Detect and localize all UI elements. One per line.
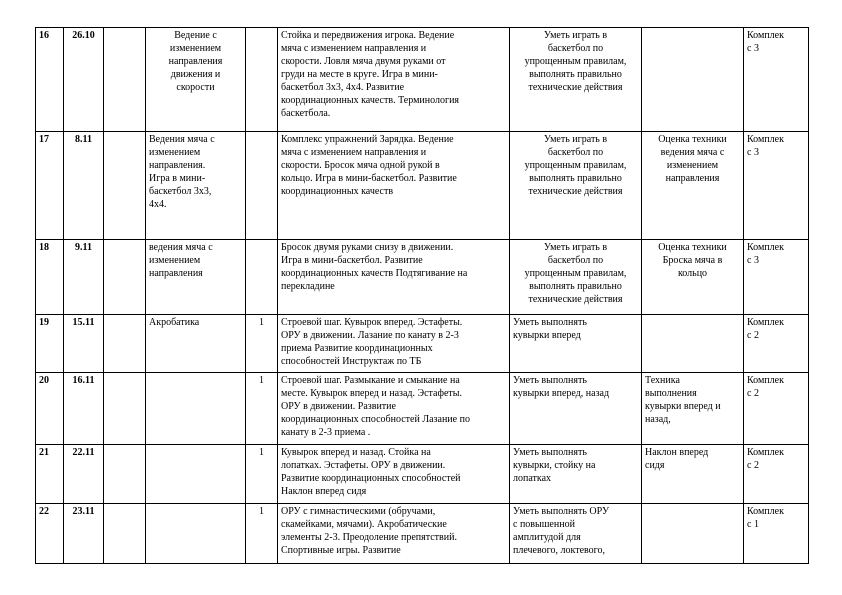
lesson-requirements: Уметь играть в баскетбол по упрощенным правилам, выполнять правильно технические действия (510, 132, 642, 240)
lesson-topic: Ведение с изменением направления движения и скорости (146, 28, 246, 132)
empty-cell (104, 28, 146, 132)
lesson-homework: Комплек с 3 (744, 28, 809, 132)
empty-cell (104, 132, 146, 240)
empty-cell (104, 315, 146, 373)
lesson-topic (146, 504, 246, 564)
lesson-requirements: Уметь выполнять ОРУ с повышенной амплитудой для плечевого, локтевого, (510, 504, 642, 564)
lesson-homework: Комплек с 3 (744, 132, 809, 240)
lesson-content: Стойка и передвижения игрока. Ведение мяча с изменением направления и скорости. Ловля мяча двумя руками от груди на месте в круге. Игра в мини- баскетбол 3х3, 4х4. Развитие координационных качеств. Терминология баскетбола. (278, 28, 510, 132)
lesson-topic (146, 373, 246, 445)
lesson-hours: 1 (246, 315, 278, 373)
lesson-date: 15.11 (64, 315, 104, 373)
lesson-topic (146, 445, 246, 504)
lesson-content: Бросок двумя руками снизу в движении. Игра в мини-баскетбол. Развитие координационных качеств Подтягивание на перекладине (278, 240, 510, 315)
lesson-date: 26.10 (64, 28, 104, 132)
lesson-control (642, 504, 744, 564)
lesson-content: Кувырок вперед и назад. Стойка на лопатках. Эстафеты. ОРУ в движении. Развитие координационных способностей Наклон вперед сидя (278, 445, 510, 504)
lesson-content: Комплекс упражнений Зарядка. Ведение мяча с изменением направления и скорости. Бросок мяча одной рукой в кольцо. Игра в мини-баскетбол. Развитие координационных качеств (278, 132, 510, 240)
lesson-number: 21 (36, 445, 64, 504)
lesson-date: 8.11 (64, 132, 104, 240)
lesson-number: 18 (36, 240, 64, 315)
empty-cell (104, 445, 146, 504)
table-row (36, 373, 809, 445)
lesson-date: 23.11 (64, 504, 104, 564)
empty-cell (104, 504, 146, 564)
lesson-control: Оценка техники Броска мяча в кольцо (642, 240, 744, 315)
lesson-content: Строевой шаг. Кувырок вперед. Эстафеты. ОРУ в движении. Лазание по канату в 2-3 приема Развитие координационных способностей Инструктаж по ТБ (278, 315, 510, 373)
lesson-topic: Акробатика (146, 315, 246, 373)
lesson-homework: Комплек с 1 (744, 504, 809, 564)
lesson-number: 17 (36, 132, 64, 240)
table-row (36, 28, 809, 132)
table-row (36, 504, 809, 564)
empty-cell (104, 373, 146, 445)
table-row (36, 315, 809, 373)
lesson-homework: Комплек с 2 (744, 445, 809, 504)
table-row (36, 132, 809, 240)
lesson-plan-table (35, 27, 809, 564)
lesson-topic: Ведения мяча с изменением направления. Игра в мини- баскетбол 3х3, 4х4. (146, 132, 246, 240)
lesson-date: 16.11 (64, 373, 104, 445)
lesson-hours: 1 (246, 445, 278, 504)
lesson-requirements: Уметь играть в баскетбол по упрощенным правилам, выполнять правильно технические действия (510, 28, 642, 132)
lesson-number: 22 (36, 504, 64, 564)
lesson-homework: Комплек с 3 (744, 240, 809, 315)
lesson-control: Оценка техники ведения мяча с изменением направления (642, 132, 744, 240)
lesson-number: 16 (36, 28, 64, 132)
lesson-control (642, 28, 744, 132)
lesson-hours (246, 240, 278, 315)
table-row (36, 240, 809, 315)
lesson-topic: ведения мяча с изменением направления (146, 240, 246, 315)
lesson-number: 20 (36, 373, 64, 445)
lesson-content: ОРУ с гимнастическими (обручами, скамейками, мячами). Акробатические элементы 2-3. Преодоление препятствий. Спортивные игры. Развитие (278, 504, 510, 564)
lesson-control (642, 315, 744, 373)
lesson-requirements: Уметь играть в баскетбол по упрощенным правилам, выполнять правильно технические действия (510, 240, 642, 315)
lesson-requirements: Уметь выполнять кувырки вперед (510, 315, 642, 373)
lesson-homework: Комплек с 2 (744, 373, 809, 445)
lesson-content: Строевой шаг. Размыкание и смыкание на месте. Кувырок вперед и назад. Эстафеты. ОРУ в движении. Развитие координационных способностей Лазание по канату в 2-3 приема . (278, 373, 510, 445)
lesson-hours: 1 (246, 373, 278, 445)
lesson-requirements: Уметь выполнять кувырки вперед, назад (510, 373, 642, 445)
lesson-hours (246, 28, 278, 132)
lesson-date: 22.11 (64, 445, 104, 504)
lesson-hours (246, 132, 278, 240)
empty-cell (104, 240, 146, 315)
lesson-number: 19 (36, 315, 64, 373)
lesson-hours: 1 (246, 504, 278, 564)
lesson-requirements: Уметь выполнять кувырки, стойку на лопатках (510, 445, 642, 504)
lesson-homework: Комплек с 2 (744, 315, 809, 373)
table-row (36, 445, 809, 504)
lesson-control: Наклон вперед сидя (642, 445, 744, 504)
lesson-date: 9.11 (64, 240, 104, 315)
lesson-control: Техника выполнения кувырки вперед и назад, (642, 373, 744, 445)
